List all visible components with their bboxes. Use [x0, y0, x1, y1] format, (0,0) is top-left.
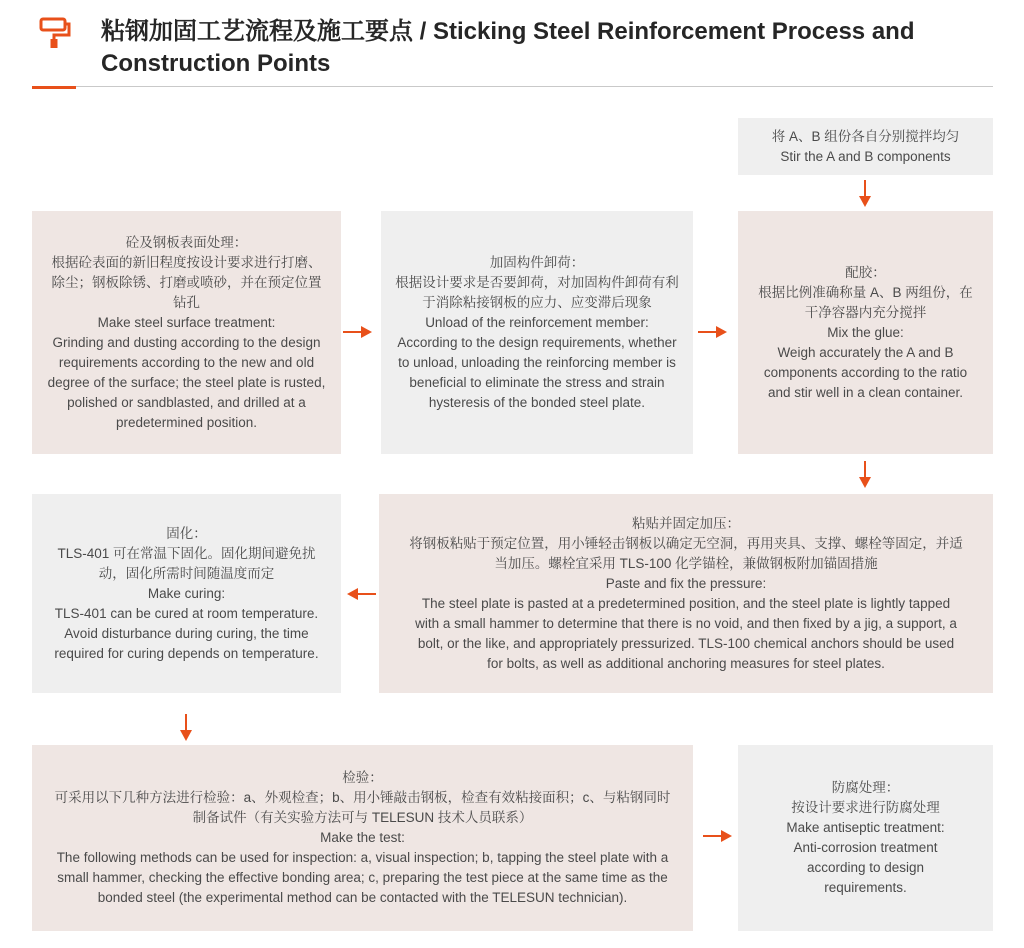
step-curing-title-en: Make curing:: [147, 585, 226, 601]
arrow-right-icon: [703, 829, 733, 843]
header-divider: [32, 86, 993, 87]
step-paste-desc-zh: 将钢板粘贴于预定位置，用小锤轻击钢板以确定无空洞，再用夹具、支撑、螺栓等固定，并适当加压。螺栓宜采用 TLS-100 化学锚栓，兼做钢板附加锚固措施: [409, 535, 963, 571]
step-anticorrosion-desc-en: Anti-corrosion treatment according to design requirements.: [793, 840, 938, 895]
step-curing-desc-en: TLS-401 can be cured at room temperature. Avoid disturbance during curing, the time required for curing depends on temperature.: [54, 605, 319, 661]
step-curing-title-zh: 固化：: [166, 525, 207, 541]
step-surface-title-zh: 砼及钢板表面处理：: [125, 234, 248, 250]
step-test-desc-zh: 可采用以下几种方法进行检验：a、外观检查；b、用小锤敲击钢板，检查有效粘接面积；c、与粘钢同时制备试件（有关实验方法可与 TELESUN 技术人员联系）: [54, 790, 671, 825]
step-curing: [32, 494, 341, 693]
step-anticorrosion-title-zh: 防腐处理：: [831, 780, 900, 795]
step-unload-member: [381, 211, 693, 454]
step-paste-desc-en: The steel plate is pasted at a predetermined position, and the steel plate is lightly tapped with a small hammer to determine that there is no void, and then fixed by a jig, a support, a bolt, or the like, and appropriately pressurized. TLS-100 chemical anchors should be used for bolts, as well as additional anchoring measures for steel plates.: [415, 595, 957, 671]
arrow-left-icon: [346, 587, 376, 601]
step-glue-title-zh: 配胶：: [845, 264, 886, 280]
step-inspection-test: [32, 745, 693, 931]
step-test-title-zh: 检验：: [342, 770, 383, 785]
arrow-down-icon: [179, 714, 193, 742]
step-paste-title-zh: 粘贴并固定加压：: [632, 515, 740, 531]
step-surface-desc-en: Grinding and dusting according to the design requirements according to the new and old degree of the surface; the steel plate is rusted, polished or sandblasted, and drilled at a predetermined position.: [47, 334, 326, 430]
header-accent-bar: [32, 86, 76, 89]
step-glue-title-en: Mix the glue:: [827, 324, 904, 340]
arrow-right-icon: [343, 325, 373, 339]
step-mix-ab-zh: 将 A、B 组份各自分别搅拌均匀: [771, 128, 960, 144]
step-surface-desc-zh: 根据砼表面的新旧程度按设计要求进行打磨、除尘；钢板除锈、打磨或喷砂，并在预定位置钻孔: [51, 254, 322, 310]
step-curing-desc-zh: TLS-401 可在常温下固化。固化期间避免扰动，固化所需时间随温度而定: [57, 545, 316, 581]
step-surface-title-en: Make steel surface treatment:: [97, 314, 276, 330]
step-glue-desc-en: Weigh accurately the A and B components according to the ratio and stir well in a clean container.: [763, 344, 968, 400]
step-anticorrosion-title-en: Make antiseptic treatment:: [786, 820, 945, 835]
step-test-title-en: Make the test:: [320, 830, 405, 845]
step-mix-ab-components: [738, 118, 993, 175]
paint-roller-icon: [38, 16, 72, 50]
step-paste-and-fix: [379, 494, 993, 693]
step-unload-title-zh: 加固构件卸荷：: [489, 254, 585, 270]
step-unload-title-en: Unload of the reinforcement member:: [425, 314, 649, 330]
arrow-down-icon: [858, 461, 872, 489]
step-unload-desc-en: According to the design requirements, whether to unload, unloading the reinforcing member is beneficial to eliminate the stress and strain hysteresis of the bonded steel plate.: [397, 334, 677, 410]
step-test-desc-en: The following methods can be used for inspection: a, visual inspection; b, tapping the steel plate with a small hammer, checking the effective bonding area; c, preparing the test piece at the same time as the bonded steel (the experimental method can be contacted with the TELESUN technician).: [56, 850, 669, 905]
step-mix-glue: [738, 211, 993, 454]
step-unload-desc-zh: 根据设计要求是否要卸荷，对加固构件卸荷有利于消除粘接钢板的应力、应变滞后现象: [395, 274, 679, 310]
step-anticorrosion-desc-zh: 按设计要求进行防腐处理: [791, 800, 940, 815]
step-mix-ab-en: Stir the A and B components: [780, 148, 951, 164]
step-surface-treatment: [32, 211, 341, 454]
arrow-down-icon: [858, 180, 872, 208]
page-title: 粘钢加固工艺流程及施工要点 / Sticking Steel Reinforcement Process and Construction Points: [101, 18, 915, 77]
step-anticorrosion: [738, 745, 993, 931]
step-paste-title-en: Paste and fix the pressure:: [605, 575, 767, 591]
step-glue-desc-zh: 根据比例准确称量 A、B 两组份，在干净容器内充分搅拌: [758, 284, 973, 320]
arrow-right-icon: [698, 325, 728, 339]
